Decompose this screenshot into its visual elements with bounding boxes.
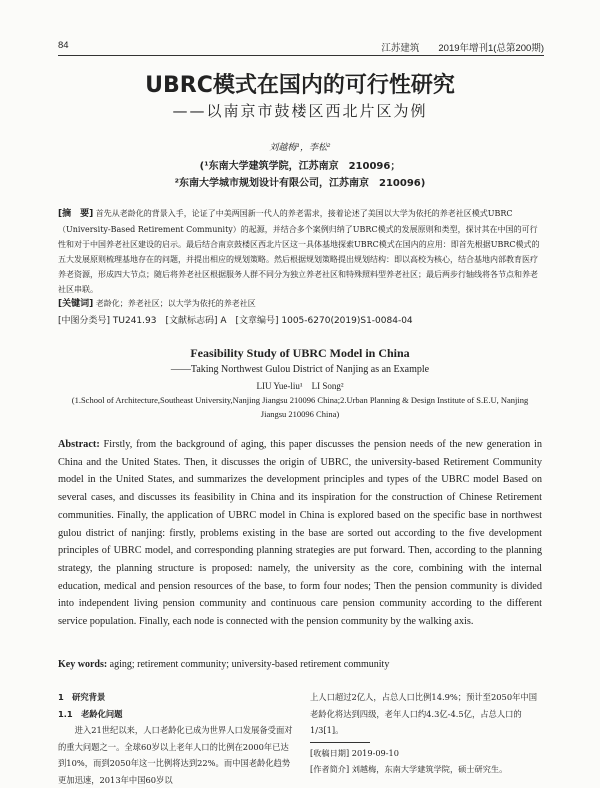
body-left-column: [58, 689, 293, 788]
english-authors: LIU Yue-liu¹ LI Song²: [256, 381, 344, 391]
journal-info: 江苏建筑 2019年增刊1(总第200期): [381, 43, 544, 54]
keywords-zh: [58, 296, 542, 309]
section-heading-1: 1 研究背景: [58, 692, 106, 702]
header-rule: [58, 55, 544, 56]
page-number: 84: [58, 40, 69, 51]
running-header: [58, 38, 544, 54]
keywords-zh-label: [关键词]: [58, 299, 94, 309]
body-paragraph-left: 进入21世纪以来，人口老龄化已成为世界人口发展备受面对的重大问题之一。全球60岁以上老年人口的比例在2000年已达到10%，而到2050年这一比例将达到22%。而中国老龄化趋势更加迅速，2013年中国60岁以: [58, 725, 293, 785]
english-abstract-label: Abstract:: [58, 439, 100, 450]
affiliation-1: (¹东南大学建筑学院，江苏南京 210096；: [199, 161, 401, 172]
body-paragraph-right: 上人口超过2亿人，占总人口比例14.9%；预计至2050年中国老龄化将达到四级，老年人口约4.3亿-4.5亿，占总人口的1/3[1]。: [310, 692, 537, 735]
section-heading-1-1: 1.1 老龄化问题: [58, 708, 123, 719]
english-keywords: [58, 659, 542, 670]
english-affiliation: (1.School of Architecture,Southeast University,Nanjing Jiangsu 210096 China;2.Urban Planning & Design Institute of S.E.U, Nanjing Jiangsu 210096 China): [71, 395, 529, 419]
english-keywords-label: Key words:: [58, 659, 108, 670]
classification-codes: [中图分类号] TU241.93 [文献标志码] A [文章编号] 1005-6270(2019)S1-0084-04: [58, 316, 413, 326]
body-right-column: [310, 689, 542, 778]
abstract-zh: [58, 206, 542, 297]
english-abstract-text: Firstly, from the background of aging, this paper discusses the pension needs of the new generation in China and the United States. Then, it discusses the origin of UBRC, the university-based Retirement Community model in the United States, and summarizes the development principles and types of the UBRC model Based on several cases, and discusses its feasibility in China and its inspiration for the construction of Chinese Retirement communities. Finally, the application of UBRC model in China is explored based on the specific base in northwest gulou district of nanjing: firstly, problems existing in the base are sorted out according to the five development principles of UBRC model, and corresponding planning strategies are put forward. Then, according to the planning strategy, the planning structure is proposed: namely, the university as the core, combining with the internal education, medical and pension resources of the base, to form four nodes; Then the pension community is divided into independent living pension community and continuous care pension community according to the different service population. Finally, each node is connected with the pension community by the walking axis.: [58, 439, 543, 628]
affiliation-2: ²东南大学城市规划设计有限公司，江苏南京 210096): [174, 178, 426, 189]
english-abstract: [58, 436, 542, 631]
paper-title: UBRC模式在国内的可行性研究: [145, 73, 455, 98]
abstract-zh-label: [摘 要]: [58, 209, 94, 219]
received-date: [收稿日期] 2019-09-10: [310, 747, 399, 758]
english-subtitle: ——Taking Northwest Gulou District of Nanjing as an Example: [170, 364, 430, 375]
footnote-rule: [310, 742, 370, 743]
keywords-zh-text: 老龄化；养老社区；以大学为依托的养老社区: [95, 299, 256, 308]
paper-subtitle: ——以南京市鼓楼区西北片区为例: [172, 102, 428, 120]
authors: 刘越梅¹，李松²: [269, 143, 331, 153]
english-title: Feasibility Study of UBRC Model in China: [190, 346, 410, 360]
english-keywords-text: aging; retirement community; university-based retirement community: [109, 659, 390, 670]
author-info: [作者简介] 刘越梅，东南大学建筑学院，硕士研究生。: [310, 764, 508, 774]
abstract-zh-text: 首先从老龄化的背景入手，论证了中美两国新一代人的养老需求，接着论述了美国以大学为依托的养老社区模式UBRC（University-Based Retirement Community）的起源，并结合多个案例归纳了UBRC模式的发展原则和类型，探讨其在中国的可行性和对于中国养老社区建设的启示。最后结合南京鼓楼区西北片区这一具体基地探索UBRC模式在国内的应用：即首先根据UBRC模式的五大发展原则梳理基地存在的问题，并提出相应的规划策略。然后根据规划策略提出规划结构：即以高校为核心，结合基地内部教育医疗养老资源，形成四大节点；随后将养老社区根据服务人群不同分为独立养老社区和特殊照料型养老社区；最后两步行轴线将各节点和养老社区串联。: [58, 209, 540, 294]
